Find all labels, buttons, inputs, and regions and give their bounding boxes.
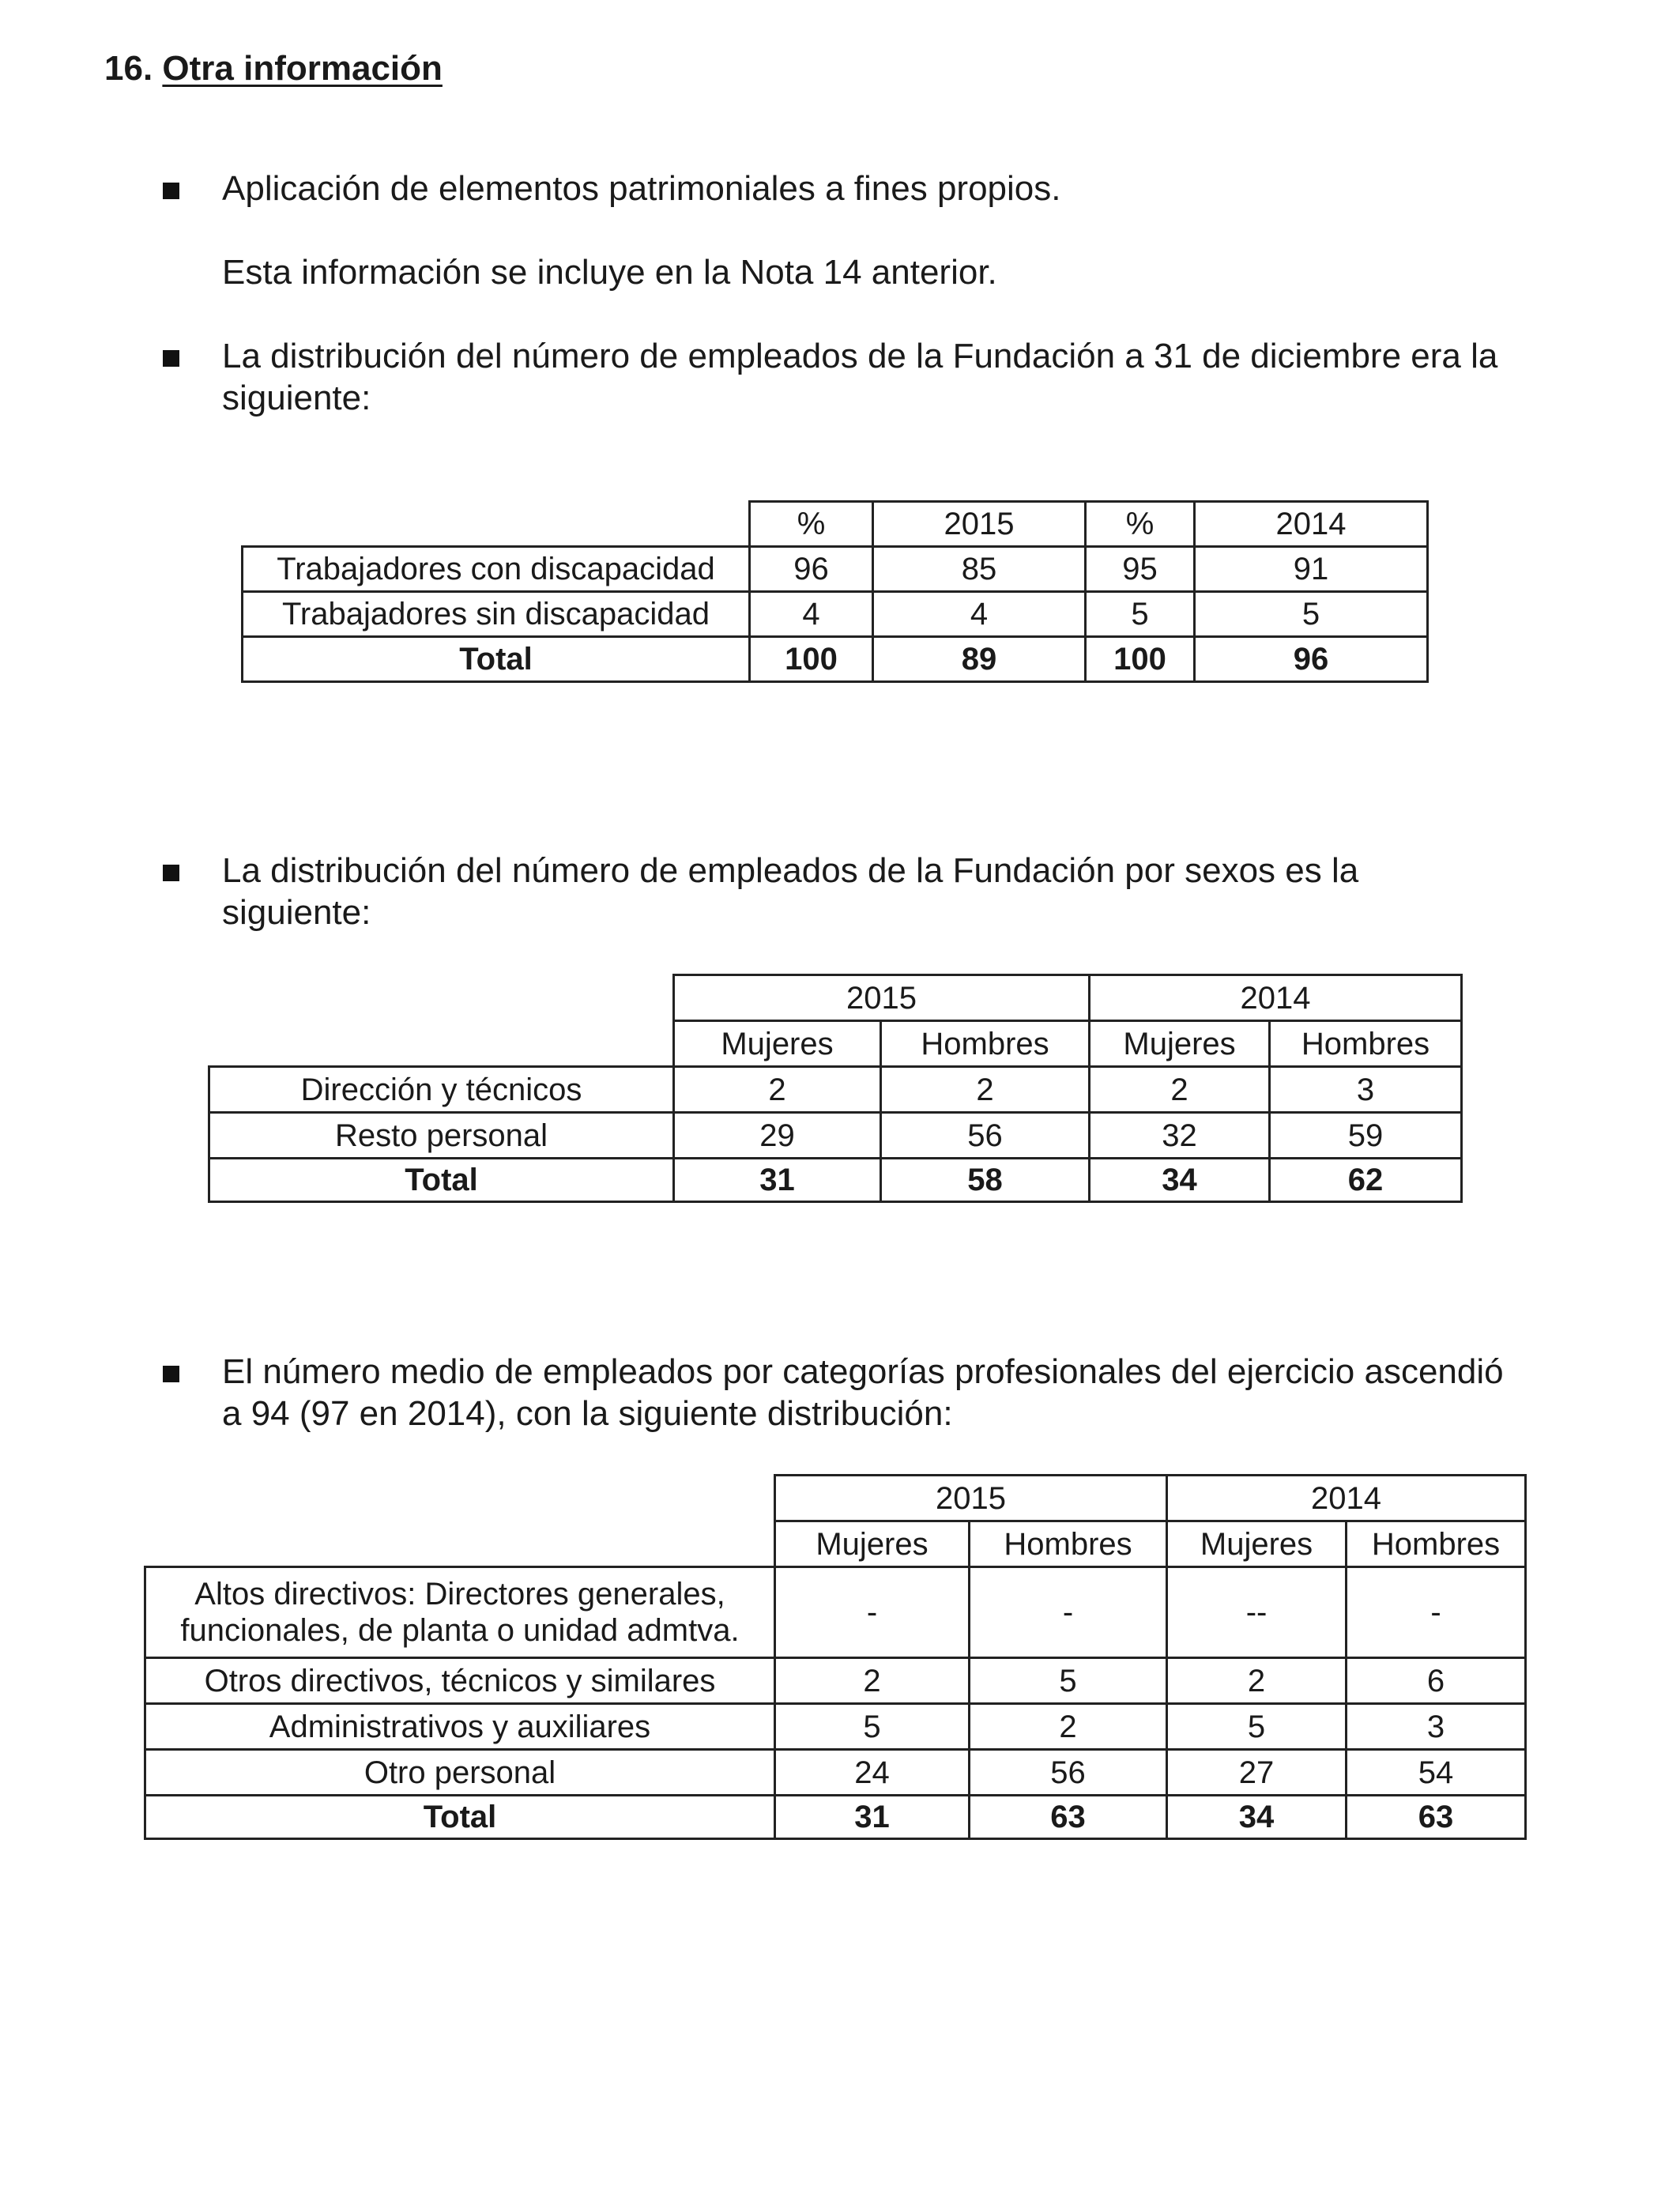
table-row: [145, 1704, 1526, 1750]
bullet-text-line: El número medio de empleados por categorías profesionales del ejercicio ascendió: [222, 1352, 1504, 1391]
table-cell: 5: [1086, 592, 1195, 637]
table-cell: 32: [1090, 1113, 1270, 1159]
table-cell: 91: [1195, 547, 1428, 592]
table-row: [145, 1750, 1526, 1796]
table-cell: 95: [1086, 547, 1195, 592]
table-cell: 4: [750, 592, 873, 637]
year-header-row: [145, 1476, 1526, 1521]
section-heading: [104, 49, 443, 89]
year-header: 2014: [1090, 975, 1462, 1021]
table-row: [145, 1567, 1526, 1658]
subheader-cell: Hombres: [881, 1021, 1090, 1067]
table-header-row: [243, 502, 1428, 547]
row-label: Dirección y técnicos: [209, 1067, 674, 1113]
year-header: 2014: [1167, 1476, 1526, 1521]
total-cell: 100: [1086, 637, 1195, 682]
header-cell: 2014: [1195, 502, 1428, 547]
bullet-item: [163, 1351, 1571, 1434]
disability-employees-table: [241, 500, 1429, 683]
total-cell: 89: [873, 637, 1086, 682]
bullet-item: [163, 168, 1571, 209]
table-row: [145, 1658, 1526, 1704]
table-cell: -: [970, 1567, 1167, 1658]
total-cell: 96: [1195, 637, 1428, 682]
table-cell: 54: [1347, 1750, 1526, 1796]
table-cell: 59: [1270, 1113, 1462, 1159]
header-cell: 2015: [873, 502, 1086, 547]
table-cell: 27: [1167, 1750, 1347, 1796]
table-row: [243, 592, 1428, 637]
table-cell: 29: [674, 1113, 881, 1159]
table-cell: 85: [873, 547, 1086, 592]
subheader-cell: Mujeres: [775, 1521, 970, 1567]
table-cell: 2: [674, 1067, 881, 1113]
bullet-text: Aplicación de elementos patrimoniales a fines propios.: [222, 169, 1061, 208]
total-cell: 31: [674, 1159, 881, 1202]
table-cell: 5: [775, 1704, 970, 1750]
total-cell: 34: [1090, 1159, 1270, 1202]
row-label: Administrativos y auxiliares: [145, 1704, 775, 1750]
table-cell: 3: [1347, 1704, 1526, 1750]
bullet-text-line: siguiente:: [222, 379, 371, 417]
table-cell: 2: [881, 1067, 1090, 1113]
total-row: [145, 1796, 1526, 1839]
square-bullet-icon: [163, 350, 179, 367]
subheader-cell: Mujeres: [674, 1021, 881, 1067]
bullet-text-line: a 94 (97 en 2014), con la siguiente distribución:: [222, 1394, 953, 1433]
employees-by-sex-table: [208, 974, 1463, 1203]
table-cell: -: [1347, 1567, 1526, 1658]
year-header: 2015: [775, 1476, 1167, 1521]
table-cell: 5: [1195, 592, 1428, 637]
row-label: Trabajadores con discapacidad: [243, 547, 750, 592]
table-cell: 6: [1347, 1658, 1526, 1704]
table-cell: 56: [970, 1750, 1167, 1796]
square-bullet-icon: [163, 865, 179, 881]
table-cell: 2: [970, 1704, 1167, 1750]
total-cell: 58: [881, 1159, 1090, 1202]
table-cell: 2: [1167, 1658, 1347, 1704]
total-label: Total: [209, 1159, 674, 1202]
subheader-cell: Hombres: [1347, 1521, 1526, 1567]
section-title: Otra información: [162, 49, 443, 88]
table-cell: 24: [775, 1750, 970, 1796]
total-label: Total: [145, 1796, 775, 1839]
header-cell: %: [1086, 502, 1195, 547]
subheader-cell: Mujeres: [1167, 1521, 1347, 1567]
subheader-cell: Hombres: [1270, 1021, 1462, 1067]
table-cell: 56: [881, 1113, 1090, 1159]
square-bullet-icon: [163, 1366, 179, 1382]
year-header-row: [209, 975, 1462, 1021]
total-cell: 31: [775, 1796, 970, 1839]
table-row: [243, 547, 1428, 592]
bullet-text-line: La distribución del número de empleados de la Fundación por sexos es la: [222, 851, 1359, 890]
row-label-line: funcionales, de planta o unidad admtva.: [180, 1613, 740, 1648]
total-row: [243, 637, 1428, 682]
total-label: Total: [243, 637, 750, 682]
total-cell: 100: [750, 637, 873, 682]
bullet-item: [163, 335, 1571, 419]
table-cell: 5: [1167, 1704, 1347, 1750]
total-cell: 34: [1167, 1796, 1347, 1839]
professional-categories-table: [144, 1474, 1527, 1840]
table-cell: 4: [873, 592, 1086, 637]
row-label: Otros directivos, técnicos y similares: [145, 1658, 775, 1704]
note-text: Esta información se incluye en la Nota 14 anterior.: [222, 253, 997, 292]
table-cell: --: [1167, 1567, 1347, 1658]
table-cell: 96: [750, 547, 873, 592]
square-bullet-icon: [163, 183, 179, 199]
table-row: [209, 1067, 1462, 1113]
total-cell: 62: [1270, 1159, 1462, 1202]
total-cell: 63: [970, 1796, 1167, 1839]
row-label-line: Altos directivos: Directores generales,: [194, 1577, 725, 1612]
row-label: Otro personal: [145, 1750, 775, 1796]
table-cell: 2: [1090, 1067, 1270, 1113]
section-number: 16.: [104, 49, 153, 88]
table-cell: 2: [775, 1658, 970, 1704]
bullet-text-line: La distribución del número de empleados de la Fundación a 31 de diciembre era la: [222, 337, 1498, 375]
subheader-cell: Mujeres: [1090, 1021, 1270, 1067]
total-row: [209, 1159, 1462, 1202]
table-row: [209, 1113, 1462, 1159]
table-cell: 5: [970, 1658, 1167, 1704]
table-cell: -: [775, 1567, 970, 1658]
subheader-row: [145, 1521, 1526, 1567]
bullet-item: [163, 850, 1571, 933]
bullet-text-line: siguiente:: [222, 893, 371, 932]
subheader-cell: Hombres: [970, 1521, 1167, 1567]
header-cell: %: [750, 502, 873, 547]
row-label: [145, 1567, 775, 1658]
subheader-row: [209, 1021, 1462, 1067]
year-header: 2015: [674, 975, 1090, 1021]
table-cell: 3: [1270, 1067, 1462, 1113]
row-label: Trabajadores sin discapacidad: [243, 592, 750, 637]
row-label: Resto personal: [209, 1113, 674, 1159]
total-cell: 63: [1347, 1796, 1526, 1839]
